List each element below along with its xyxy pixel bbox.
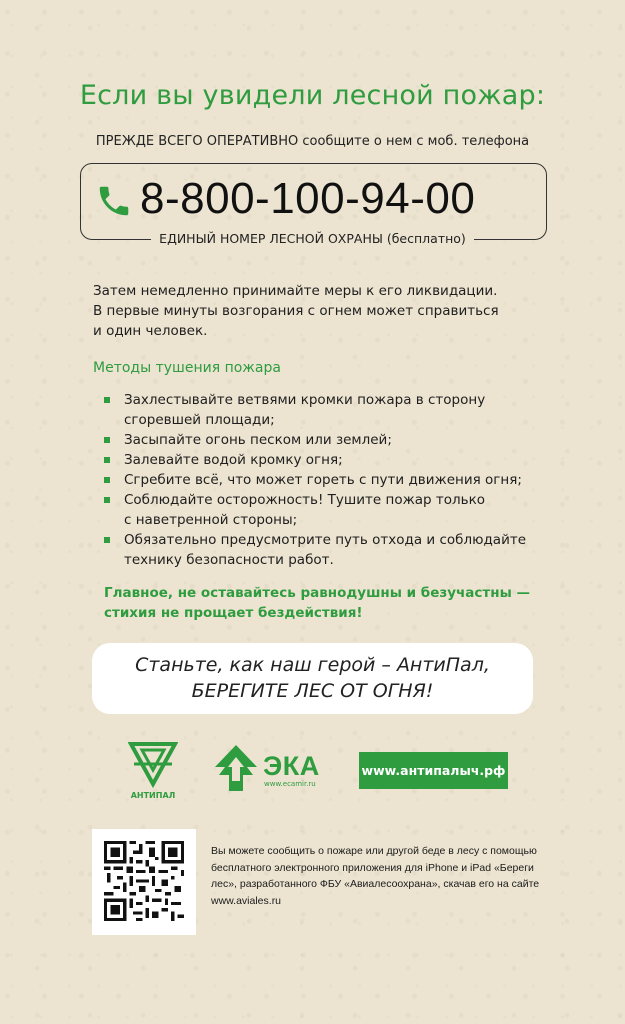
- list-item: Сгребите всё, что может гореть с пути движения огня;: [104, 470, 534, 490]
- slogan-banner: [92, 643, 533, 714]
- eka-logo-text: ЭКА: [263, 751, 320, 781]
- main-note-line: стихия не прощает бездействия!: [104, 605, 363, 621]
- footer-line: Вы можете сообщить о пожаре или другой беде в лесу с помощью: [211, 845, 537, 857]
- intro-paragraph: [93, 281, 533, 341]
- list-item: Обязательно предусмотрите путь отхода и соблюдайте технику безопасности работ.: [104, 530, 534, 570]
- list-item: Засыпайте огонь песком или землей;: [104, 430, 534, 450]
- eka-tree-icon: [213, 745, 259, 793]
- page-title: Если вы увидели лесной пожар:: [79, 80, 546, 111]
- intro-line: Затем немедленно принимайте меры к его ликвидации.: [93, 283, 498, 299]
- slogan-line: БЕРЕГИТЕ ЛЕС ОТ ОГНЯ!: [191, 680, 434, 702]
- bullet-square-icon: [104, 497, 110, 503]
- bullet-square-icon: [104, 537, 110, 543]
- list-item: Соблюдайте осторожность! Тушите пожар только с наветренной стороны;: [104, 490, 534, 530]
- phone-icon: [95, 182, 133, 220]
- main-note: [104, 583, 544, 623]
- antipal-label: АНТИПАЛ: [130, 791, 176, 800]
- footer-link[interactable]: www.aviales.ru: [211, 894, 282, 907]
- bullet-square-icon: [104, 397, 110, 403]
- methods-title: Методы тушения пожара: [93, 360, 281, 376]
- site-link[interactable]: www.антипалыч.рф: [359, 752, 508, 789]
- eka-url[interactable]: www.ecamir.ru: [264, 780, 316, 788]
- footer-line: лес», разработанного ФБУ «Авиалесоохрана», скачав его на сайте: [211, 878, 540, 890]
- footer-note: [211, 843, 541, 909]
- slogan-line: Станьте, как наш герой – АнтиПал,: [135, 654, 490, 676]
- qr-code-icon[interactable]: [104, 841, 184, 921]
- footer-line: бесплатного электронного приложения для iPhone и iPad «Береги: [211, 861, 534, 874]
- main-note-line: Главное, не оставайтесь равнодушны и безучастны —: [104, 585, 530, 601]
- intro-line: и один человек.: [93, 323, 208, 339]
- bullet-square-icon: [104, 457, 110, 463]
- bullet-square-icon: [104, 437, 110, 443]
- report-instruction: ПРЕЖДЕ ВСЕГО ОПЕРАТИВНО сообщите о нем с моб. телефона: [95, 134, 530, 149]
- antipal-logo-icon: [128, 740, 178, 790]
- hotline-number[interactable]: 8-800-100-94-00: [140, 174, 476, 223]
- hotline-caption: [0, 231, 625, 246]
- list-item: Захлестывайте ветвями кромки пожара в сторону сгоревшей площади;: [104, 390, 534, 430]
- methods-list: [104, 390, 534, 570]
- list-item: Залевайте водой кромку огня;: [104, 450, 534, 470]
- hotline-caption-text: ЕДИНЫЙ НОМЕР ЛЕСНОЙ ОХРАНЫ (бесплатно): [151, 231, 474, 246]
- intro-line: В первые минуты возгорания с огнем может справиться: [93, 303, 499, 319]
- bullet-square-icon: [104, 477, 110, 483]
